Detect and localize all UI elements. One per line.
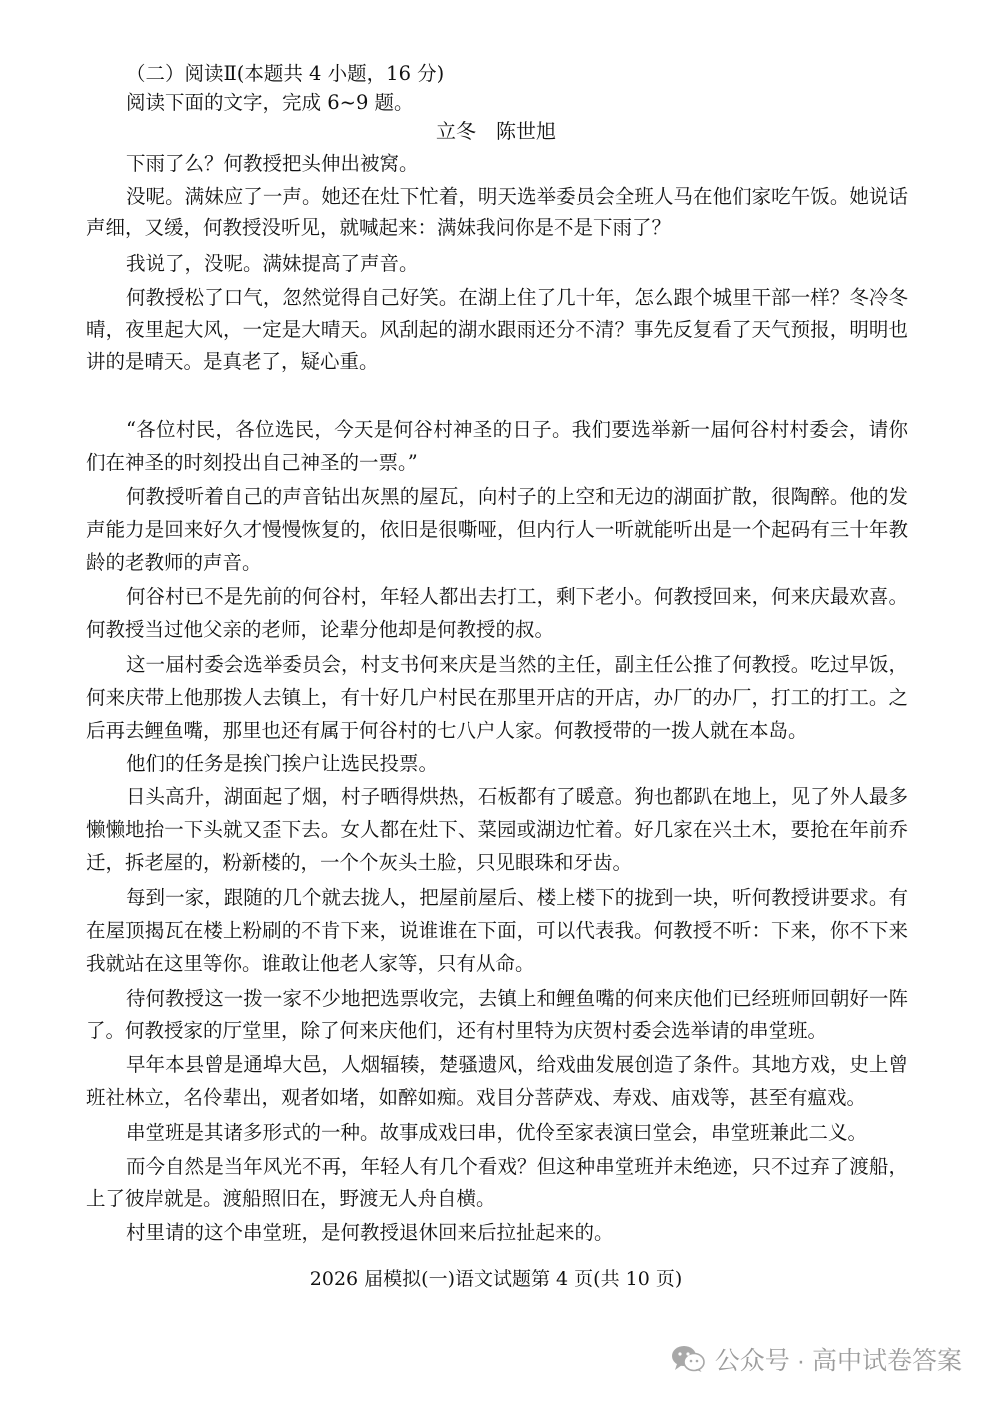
- wechat-watermark: [671, 1344, 962, 1374]
- text-line: 早年本县曾是通埠大邑，人烟辐辏，楚骚遗风，给戏曲发展创造了条件。其地方戏，史上曾: [126, 1053, 908, 1076]
- wechat-account-label: 公众号 · 高中试卷答案: [714, 1347, 962, 1375]
- text-line: 声能力是回来好久才慢慢恢复的，依旧是很嘶哑，但内行人一听就能听出是一个起码有三十年教: [86, 518, 908, 541]
- text-line: 们在神圣的时刻投出自己神圣的一票。”: [86, 451, 418, 474]
- text-line: 何来庆带上他那拨人去镇上，有十好几户村民在那里开店的开店，办厂的办厂，打工的打工。之: [86, 686, 908, 709]
- text-line: 在屋顶揭瓦在楼上粉刷的不肯下来，说谁谁在下面，可以代表我。何教授不听：下来，你不下来: [86, 919, 908, 942]
- text-line: “各位村民，各位选民，今天是何谷村神圣的日子。我们要选举新一届何谷村村委会，请你: [126, 418, 908, 441]
- reading-instruction: 阅读下面的文字，完成 6~9 题。: [126, 91, 414, 114]
- text-line: 懒懒地抬一下头就又歪下去。女人都在灶下、菜园或湖边忙着。好几家在兴土木，要抢在年前乔: [86, 818, 908, 841]
- text-line: 班社林立，名伶辈出，观者如堵，如醉如痴。戏目分菩萨戏、寿戏、庙戏等，甚至有瘟戏。: [86, 1086, 867, 1109]
- text-line: 我说了，没呢。满妹提高了声音。: [126, 252, 419, 275]
- text-line: 而今自然是当年风光不再，年轻人有几个看戏？但这种串堂班并未绝迹，只不过弃了渡船，: [126, 1155, 908, 1178]
- text-line: 后再去鲤鱼嘴，那里也还有属于何谷村的七八户人家。何教授带的一拨人就在本岛。: [86, 719, 808, 742]
- text-line: 何教授听着自己的声音钻出灰黑的屋瓦，向村子的上空和无边的湖面扩散，很陶醉。他的发: [126, 485, 908, 508]
- text-line: 下雨了么？何教授把头伸出被窝。: [126, 152, 419, 175]
- text-line: 待何教授这一拨一家不少地把选票收完，去镇上和鲤鱼嘴的何来庆他们已经班师回朝好一阵: [126, 987, 908, 1010]
- text-line: 他们的任务是挨门挨户让选民投票。: [126, 752, 439, 775]
- text-line: 迁，拆老屋的，粉新楼的，一个个灰头土脸，只见眼珠和牙齿。: [86, 851, 633, 874]
- section-heading: （二）阅读Ⅱ(本题共 4 小题，16 分): [126, 62, 445, 85]
- text-line: 何教授当过他父亲的老师，论辈分他却是何教授的叔。: [86, 618, 555, 641]
- text-line: 龄的老教师的声音。: [86, 551, 262, 574]
- text-line: 日头高升，湖面起了烟，村子晒得烘热，石板都有了暖意。狗也都趴在地上，见了外人最多: [126, 785, 908, 808]
- text-line: 这一届村委会选举委员会，村支书何来庆是当然的主任，副主任公推了何教授。吃过早饭，: [126, 653, 908, 676]
- text-line: 上了彼岸就是。渡船照旧在，野渡无人舟自横。: [86, 1187, 496, 1210]
- text-line: 每到一家，跟随的几个就去拢人，把屋前屋后、楼上楼下的拢到一块，听何教授讲要求。有: [126, 886, 908, 909]
- text-line: 何教授松了口气，忽然觉得自己好笑。在湖上住了几十年，怎么跟个城里干部一样？冬冷冬: [126, 286, 908, 309]
- text-line: 村里请的这个串堂班，是何教授退休回来后拉扯起来的。: [126, 1221, 614, 1244]
- text-line: 没呢。满妹应了一声。她还在灶下忙着，明天选举委员会全班人马在他们家吃午饭。她说话: [126, 185, 908, 208]
- text-line: 讲的是晴天。是真老了，疑心重。: [86, 350, 379, 373]
- article-title: 立冬: [436, 119, 476, 143]
- text-line: 何谷村已不是先前的何谷村，年轻人都出去打工，剩下老小。何教授回来，何来庆最欢喜。: [126, 585, 908, 608]
- text-line: 我就站在这里等你。谁敢让他老人家等，只有从命。: [86, 952, 535, 975]
- article-author: 陈世旭: [496, 119, 556, 143]
- wechat-icon: [671, 1345, 705, 1373]
- text-line: 声细，又缓，何教授没听见，就喊起来：满妹我问你是不是下雨了？: [86, 216, 672, 239]
- article-title-line: [0, 119, 992, 143]
- text-line: 了。何教授家的厅堂里，除了何来庆他们，还有村里特为庆贺村委会选举请的串堂班。: [86, 1019, 828, 1042]
- page-footer: 2026 届模拟(一)语文试题第 4 页(共 10 页): [309, 1268, 683, 1290]
- text-line: 串堂班是其诸多形式的一种。故事成戏曰串，优伶至家表演曰堂会，串堂班兼此二义。: [126, 1121, 868, 1144]
- text-line: 晴，夜里起大风，一定是大晴天。风刮起的湖水跟雨还分不清？事先反复看了天气预报，明明也: [86, 318, 908, 341]
